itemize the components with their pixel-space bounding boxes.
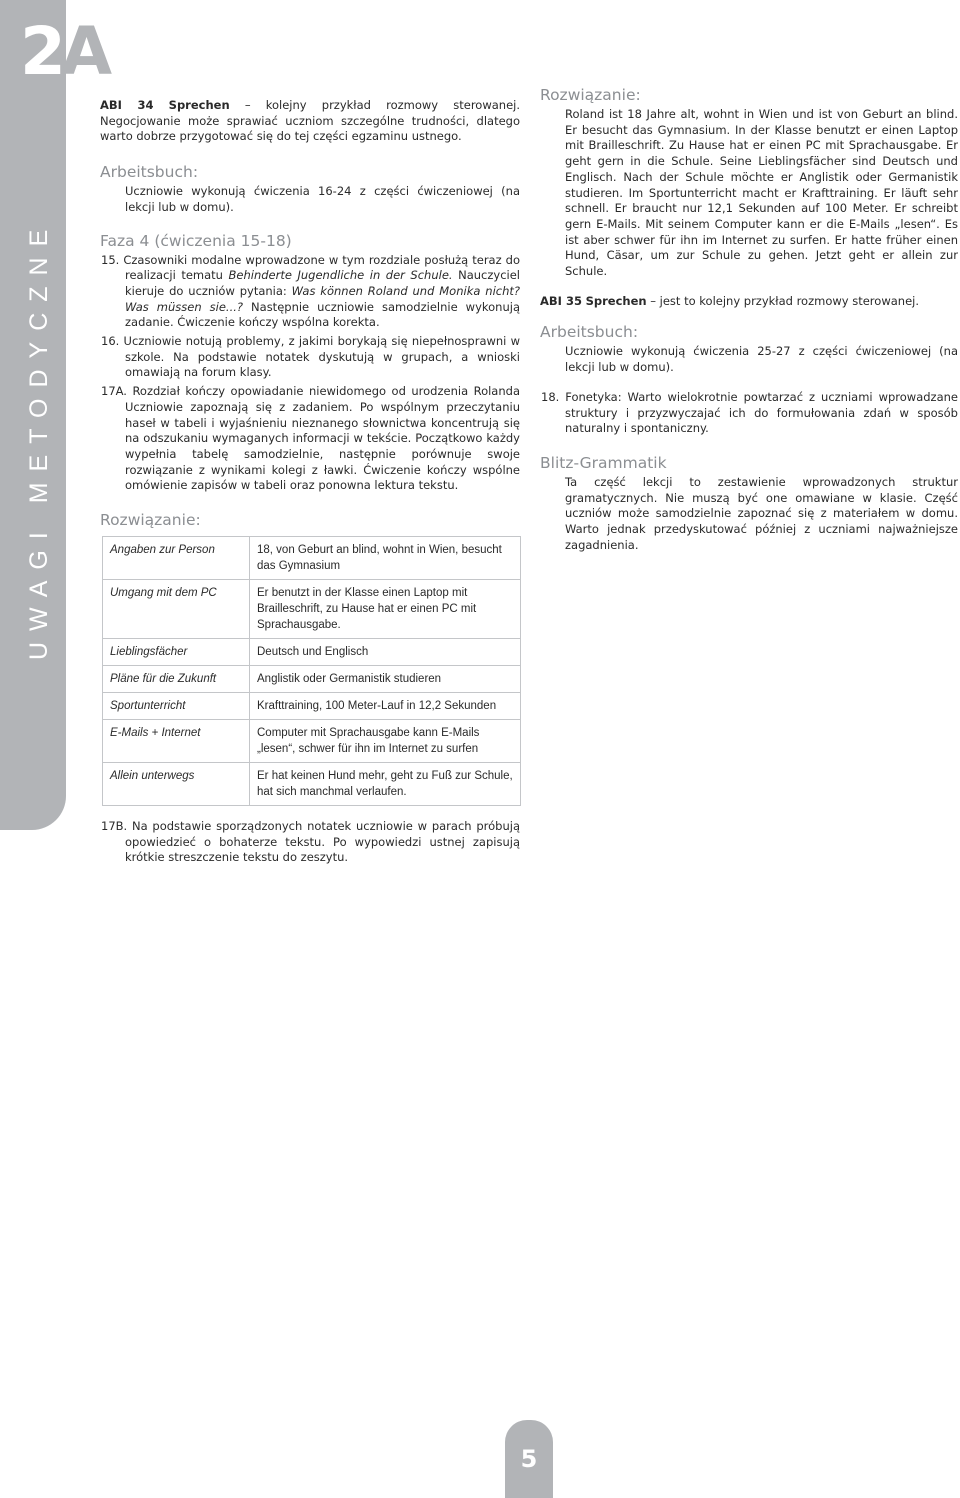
exercise-17a: 17A. Rozdział kończy opowiadanie niewidomego od urodzenia Rolanda Uczniowie zapoznają się z zadaniem. Po wspólnym przeczytaniu haseł w tabeli i wyjaśnieniu nieznanego słownictwa koncentrują się na odszukaniu wymaganych informacji w tekście. Początkowo każdy wypełnia tabelę samodzielnie, następnie porównuje swoje rozwiązanie z wynikami kolegi z ławki. Ćwiczenie kończy wspólne omówienie zapisów w tabeli oraz ponowna lektura tekstu.: [101, 384, 520, 493]
unit-letter: A: [60, 13, 108, 90]
solution-table: [102, 536, 521, 806]
table-row: [103, 639, 521, 666]
arbeitsbuch-text: Uczniowie wykonują ćwiczenia 16-24 z części ćwiczeniowej (na lekcji lub w domu).: [125, 184, 520, 214]
table-row: [103, 666, 521, 693]
exercise-17b: 17B. Na podstawie sporządzonych notatek uczniowie w parach próbują opowiedzieć o bohaterze tekstu. Po wypowiedzi ustnej zapisują krótkie streszczenie tekstu do zeszytu.: [101, 819, 521, 865]
table-key: Sportunterricht: [103, 693, 250, 720]
exercise-16: 16. Uczniowie notują problemy, z jakimi borykają się niepełnosprawni w szkole. Na podstawie notatek dyskutują w grupach, a wnioski omawiają na forum klasy.: [101, 334, 521, 380]
table-value: Anglistik oder Germanistik studieren: [250, 666, 521, 693]
rozwiazanie-text: Roland ist 18 Jahre alt, wohnt in Wien und ist von Geburt an blind. Er besucht das Gymnasium. In der Klasse benutzt er einen Laptop mit Brailleschrift. Zu Hause hat er einen PC mit Sprachausgabe. Er geht gern in die Schule. Seine Lieblingsfächer sind Deutsch und Englisch. Nach der Schule möchte er Anglistik oder Germanistik studieren. Im Sportunterricht macht er Krafttraining. Er läuft sehr schnell. Er braucht nur 12,1 Sekunden auf 100 Meter. Er schreibt gern E-Mails. Mit seinem Computer kann er die E-Mails „lesen“. Es ist aber schwer für ihn im Internet zu surfen. Er hatte früher einen Hund, Cäsar, um zur Schule zu gehen. Jetzt geht er allein zur Schule.: [565, 107, 958, 279]
right-column: [540, 85, 958, 553]
table-key: E-Mails + Internet: [103, 720, 250, 763]
table-row: [103, 763, 521, 806]
rozwiazanie-heading-right: Rozwiązanie:: [540, 86, 641, 104]
table-row: [103, 580, 521, 639]
arbeitsbuch-text-right: Uczniowie wykonują ćwiczenia 25-27 z części ćwiczeniowej (na lekcji lub w domu).: [565, 344, 958, 375]
left-column: [100, 98, 520, 866]
table-value: Er benutzt in der Klasse einen Laptop mit Brailleschrift, zu Hause hat er einen PC mit Sprachausgabe.: [250, 580, 521, 639]
abi-label: ABI 34: [100, 98, 154, 112]
arbeitsbuch-heading: Arbeitsbuch:: [100, 163, 199, 182]
table-row: [103, 693, 521, 720]
table-value: Krafttraining, 100 Meter-Lauf in 12,2 Sekunden: [250, 693, 521, 720]
vertical-section-title: UWAGI METODYCZNE: [25, 218, 53, 660]
blitz-heading: Blitz-Grammatik: [540, 453, 667, 472]
abi35-intro: ABI 35 Sprechen – jest to kolejny przykład rozmowy sterowanej.: [540, 293, 919, 308]
table-row: [103, 720, 521, 763]
faza-heading: Faza 4 (ćwiczenia 15-18): [100, 231, 292, 250]
table-value: Deutsch und Englisch: [250, 639, 521, 666]
rozwiazanie-heading-left: Rozwiązanie:: [100, 511, 201, 530]
table-key: Lieblingsfächer: [103, 639, 250, 666]
abi-title: Sprechen: [168, 98, 230, 112]
exercise-15: 15. Czasowniki modalne wprowadzone w tym rozdziale posłużą teraz do realizacji tematu Behinderte Jugendliche in der Schule. Nauczyciel kieruje do uczniów pytania: Was können Roland und Monika nicht? Was müssen sie...? Następnie uczniowie samodzielnie wykonują zadanie. Ćwiczenie kończy wspólna korekta.: [101, 252, 520, 330]
exercise-18: 18. Fonetyka: Warto wielokrotnie powtarzać z uczniami wprowadzane struktury i przyzwyczajać ich do formułowania zdań w sposób naturalny i spontaniczny.: [541, 389, 959, 436]
table-value: Er hat keinen Hund mehr, geht zu Fuß zur Schule, hat sich manchmal verlaufen.: [250, 763, 521, 806]
table-key: Allein unterwegs: [103, 763, 250, 806]
table-key: Umgang mit dem PC: [103, 580, 250, 639]
sidebar-band: [0, 0, 66, 830]
table-row: [103, 537, 521, 580]
unit-label: [20, 14, 107, 90]
table-key: Angaben zur Person: [103, 537, 250, 580]
page-number: 5: [505, 1420, 553, 1498]
arbeitsbuch-heading-right: Arbeitsbuch:: [540, 323, 639, 342]
blitz-text: Ta część lekcji to zestawienie wprowadzonych struktur gramatycznych. Nie muszą być one omawiane w klasie. Część uczniów może samodzielnie zapoznać się z materiałem w domu. Warto jednak przedyskutować później z uczniami najważniejsze zagadnienia.: [565, 474, 958, 552]
table-value: Computer mit Sprachausgabe kann E-Mails „lesen“, schwer für ihn im Internet zu surfen: [250, 720, 521, 763]
table-value: 18, von Geburt an blind, wohnt in Wien, besucht das Gymnasium: [250, 537, 521, 580]
abi34-intro: ABI 34 Sprechen – kolejny przykład rozmowy sterowanej. Negocjowanie może sprawiać uczniom szczególne trudności, dlatego warto dobrze przygotować się do tej części egzaminu ustnego.: [100, 98, 521, 144]
unit-number: 2: [20, 13, 61, 90]
table-key: Pläne für die Zukunft: [103, 666, 250, 693]
